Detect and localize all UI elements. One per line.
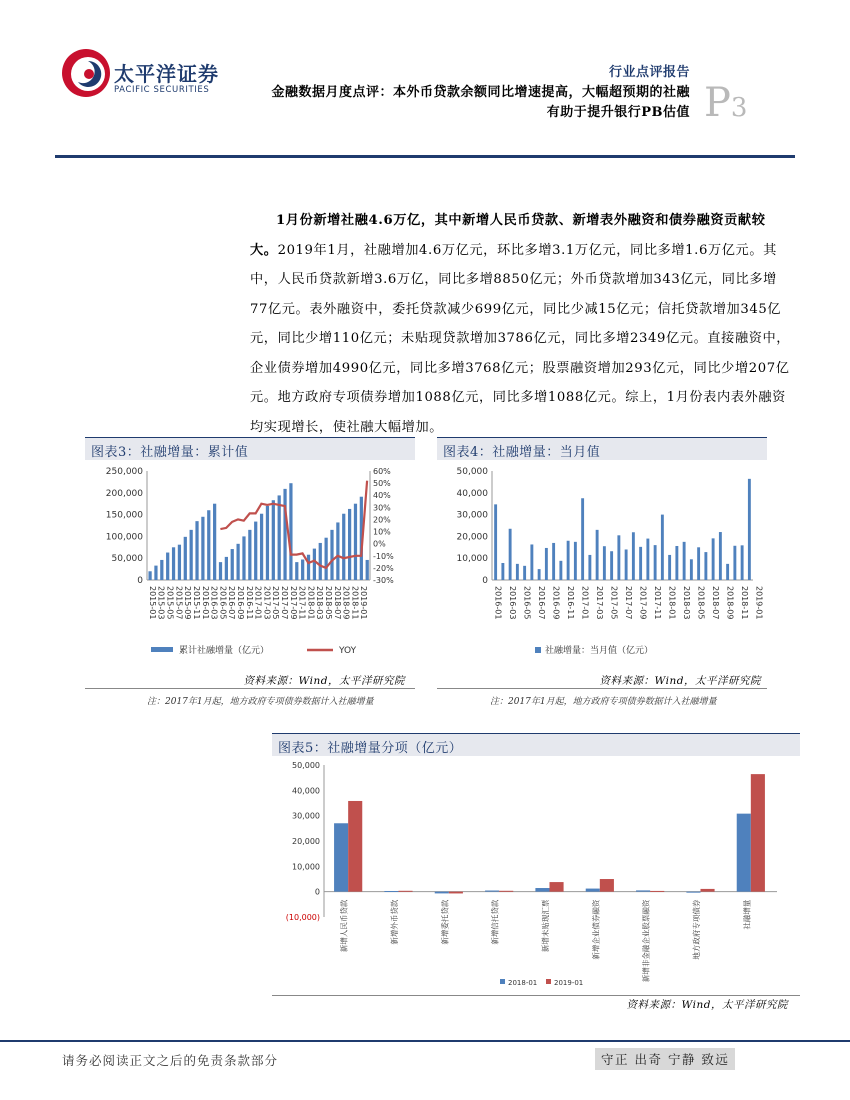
chart4-bar — [552, 543, 555, 580]
chart3-bar — [336, 522, 339, 580]
chart5-bar — [686, 892, 700, 893]
chart5-y-tick: 0 — [314, 887, 320, 897]
chart4-bar — [603, 546, 606, 580]
footer-disclaimer: 请务必阅读正文之后的免责条款部分 — [62, 1053, 279, 1068]
chart3-bar — [172, 547, 175, 580]
report-type: 行业点评报告 — [608, 65, 690, 80]
page-label: P — [704, 80, 731, 126]
chart4-bar — [741, 545, 744, 580]
chart4-panel — [437, 437, 767, 695]
chart4-x-tick: 2016-09 — [551, 586, 561, 620]
page-num: 3 — [730, 93, 748, 123]
chart3-bar — [260, 514, 263, 580]
chart3-y2-tick: 50% — [373, 479, 391, 489]
chart3-x-tick: 2017-03 — [262, 586, 272, 620]
chart3-y2-tick: 30% — [373, 503, 391, 513]
chart5-x-tick: 新增委托贷款 — [440, 899, 450, 945]
chart3-bar — [148, 571, 151, 580]
chart5-source: 资料来源：Wind，太平洋研究院 — [626, 999, 788, 1011]
chart4-bar — [494, 504, 497, 580]
chart3-bar — [242, 536, 245, 580]
chart3-bar — [166, 553, 169, 580]
brand-en: PACIFIC SECURITIES — [114, 85, 210, 95]
chart5-y-tick: 30,000 — [292, 811, 320, 821]
chart4-bar — [523, 566, 526, 580]
chart4-x-tick: 2016-07 — [537, 586, 547, 620]
chart3-bar — [354, 504, 357, 580]
chart5-bar — [435, 892, 449, 894]
chart3-y-tick: 150,000 — [105, 510, 143, 521]
chart3-bar — [231, 549, 234, 580]
chart4-bar — [675, 546, 678, 580]
chart3-x-tick: 2015-11 — [191, 586, 201, 620]
chart4-x-tick: 2017-01 — [580, 586, 590, 620]
chart4-bar — [516, 564, 519, 580]
chart3-y2-tick: 60% — [373, 467, 391, 476]
chart5-title-bar — [272, 733, 800, 756]
chart4-bar — [646, 539, 649, 580]
chart4-y-tick: 10,000 — [456, 554, 488, 565]
chart3-source-rule — [85, 688, 415, 689]
chart5-bar — [650, 891, 664, 892]
chart4-x-tick: 2017-09 — [638, 586, 648, 620]
chart4-bar — [697, 547, 700, 580]
chart4-bar — [545, 548, 548, 580]
chart5-y-tick: 40,000 — [292, 786, 320, 796]
chart5-legend-label: 2018-01 — [508, 979, 538, 987]
chart3-x-tick: 2015-05 — [165, 586, 175, 620]
chart4-y-tick: 30,000 — [456, 510, 488, 521]
chart3-y2-tick: 20% — [373, 515, 391, 525]
chart3-bar — [278, 495, 281, 580]
chart4-source-rule — [437, 688, 767, 689]
chart4-bar — [501, 563, 504, 580]
chart4-x-tick: 2017-05 — [609, 586, 619, 620]
chart3-x-tick: 2018-01 — [306, 586, 316, 620]
chart4-x-tick: 2019-01 — [754, 586, 764, 620]
chart3-legend-line-label: YOY — [339, 646, 357, 656]
chart3-note: 注：2017年1月起，地方政府专项债券数据计入社融增量 — [147, 697, 374, 707]
chart4-bar — [596, 530, 599, 580]
chart3-bar — [348, 509, 351, 580]
chart3-x-tick: 2018-05 — [323, 586, 333, 620]
chart5-legend-swatch — [500, 979, 505, 984]
chart4-y-tick: 0 — [482, 576, 488, 586]
chart3-x-tick: 2017-01 — [253, 586, 263, 620]
chart3-x-tick: 2018-11 — [350, 586, 360, 620]
chart3-bar — [184, 537, 187, 580]
body-line-4: 77亿元。表外融资中，委托贷款减少699亿元，同比少减15亿元；信托贷款增加345亿 — [250, 301, 782, 317]
chart3-x-tick: 2018-03 — [315, 586, 325, 620]
chart5-svg — [272, 757, 800, 993]
chart5-bar — [398, 891, 412, 892]
chart3-y-tick: 0 — [137, 576, 143, 586]
chart4-legend-swatch — [535, 647, 541, 653]
chart5-bar — [485, 891, 499, 892]
chart5-bar — [751, 774, 765, 892]
chart4-bar — [661, 515, 664, 580]
chart3-bar — [366, 560, 369, 580]
chart5-x-tick: 新增信托贷款 — [490, 899, 500, 945]
footer-motto: 守正 出奇 宁静 致远 — [595, 1048, 735, 1070]
chart4-x-tick: 2018-03 — [682, 586, 692, 620]
body-line-2: 大。2019年1月，社融增加4.6万亿元，环比多增3.1万亿元，同比多增1.6万亿元。其 — [250, 242, 777, 258]
chart3-x-tick: 2017-11 — [297, 586, 307, 620]
chart3-bar — [201, 517, 204, 580]
chart4-bar — [509, 529, 512, 580]
chart5-bar — [549, 882, 563, 892]
chart5-bar — [636, 890, 650, 891]
chart4-source: 资料来源：Wind，太平洋研究院 — [599, 675, 761, 687]
chart5-bar — [700, 889, 714, 892]
chart4-x-tick: 2018-09 — [725, 586, 735, 620]
body-line-5: 元，同比少增110亿元；未贴现贷款增加3786亿元，同比多增2349亿元。直接融资中， — [250, 331, 791, 346]
chart3-bar — [207, 510, 210, 580]
chart4-bar — [726, 564, 729, 580]
chart3-source: 资料来源：Wind，太平洋研究院 — [243, 675, 405, 687]
chart3-x-tick: 2017-05 — [271, 586, 281, 620]
chart3-y2-tick: 40% — [373, 491, 391, 501]
body-line-7: 元。地方政府专项债券增加1088亿元，同比多增1088亿元。综上，1月份表内表外融资 — [250, 390, 786, 405]
chart5-legend-label: 2019-01 — [554, 979, 584, 987]
chart4-x-tick: 2016-03 — [508, 586, 518, 620]
chart4-title-bar — [437, 437, 767, 460]
chart4-x-tick: 2018-01 — [667, 586, 677, 620]
chart3-legend-bar-swatch — [151, 647, 173, 652]
chart3-panel — [85, 437, 415, 695]
chart3-y-tick: 250,000 — [105, 467, 143, 477]
chart5-bar — [535, 888, 549, 892]
chart3-bar — [283, 489, 286, 580]
chart5-x-tick: 地方政府专项债券 — [691, 899, 701, 960]
chart3-bar — [219, 562, 222, 580]
chart3-x-tick: 2015-03 — [156, 586, 166, 620]
chart3-bar — [254, 522, 257, 580]
chart3-bar — [213, 504, 216, 580]
chart4-bar — [748, 479, 751, 580]
chart4-title: 图表4：社融增量：当月值 — [443, 445, 601, 460]
footer-divider — [0, 1040, 850, 1042]
chart4-legend-label: 社融增量：当月值（亿元） — [545, 646, 654, 656]
chart4-bar — [632, 532, 635, 580]
chart4-bar — [610, 551, 613, 580]
chart4-x-tick: 2016-05 — [522, 586, 532, 620]
chart4-bar — [625, 549, 628, 580]
report-title-line2: 有助于提升银行PB估值 — [546, 105, 690, 120]
chart3-x-tick: 2017-07 — [279, 586, 289, 620]
chart3-y-tick: 50,000 — [111, 554, 143, 565]
chart3-bar — [248, 530, 251, 580]
chart3-x-tick: 2015-07 — [174, 586, 184, 620]
chart4-bar — [617, 535, 620, 580]
chart4-bar — [574, 542, 577, 580]
chart4-x-tick: 2017-07 — [624, 586, 634, 620]
chart4-x-tick: 2018-11 — [740, 586, 750, 620]
logo — [58, 44, 226, 100]
chart3-y2-tick: 0% — [373, 539, 386, 549]
header-divider — [55, 155, 795, 158]
chart5-panel — [272, 733, 800, 1019]
chart5-x-tick: 新增外币贷款 — [389, 899, 399, 945]
report-title-line1: 金融数据月度点评：本外币贷款余额同比增速提高，大幅超预期的社融 — [271, 85, 690, 100]
chart4-svg — [437, 463, 767, 673]
chart4-bar — [690, 559, 693, 580]
chart3-x-tick: 2016-03 — [209, 586, 219, 620]
chart4-x-tick: 2018-05 — [696, 586, 706, 620]
chart4-x-tick: 2018-07 — [711, 586, 721, 620]
chart3-bar — [319, 543, 322, 580]
chart3-x-tick: 2016-09 — [235, 586, 245, 620]
chart3-bar — [154, 566, 157, 580]
chart3-bar — [295, 562, 298, 580]
chart4-bar — [704, 552, 707, 580]
chart4-bar — [559, 561, 562, 580]
body-paragraph — [250, 206, 795, 442]
chart3-bar — [313, 549, 316, 580]
chart3-x-tick: 2016-11 — [244, 586, 254, 620]
chart4-x-tick: 2016-01 — [493, 586, 503, 620]
chart3-x-tick: 2015-09 — [183, 586, 193, 620]
pacific-logo-icon — [58, 44, 114, 100]
chart3-svg — [85, 463, 415, 673]
chart3-y-tick: 200,000 — [105, 488, 143, 499]
chart3-bar — [160, 560, 163, 580]
chart3-bar — [301, 560, 304, 580]
chart3-bar — [342, 514, 345, 580]
chart3-bar — [289, 483, 292, 580]
chart3-legend-bar-label: 累计社融增量（亿元） — [179, 646, 270, 656]
chart5-title: 图表5：社融增量分项（亿元） — [278, 741, 463, 756]
chart3-y2-tick: 10% — [373, 527, 391, 537]
chart4-x-tick: 2017-11 — [653, 586, 663, 620]
chart4-bar — [712, 538, 715, 580]
chart5-bar — [600, 879, 614, 892]
chart5-source-rule — [272, 995, 800, 996]
chart3-bar — [325, 538, 328, 580]
chart3-bar — [266, 506, 269, 580]
page-number — [704, 80, 747, 126]
chart5-x-tick: 新增未贴现汇票 — [540, 899, 550, 953]
chart4-bar — [538, 569, 541, 580]
chart5-bar — [737, 814, 751, 892]
chart4-bar — [588, 555, 591, 580]
chart3-title-bar — [85, 437, 415, 460]
chart3-x-tick: 2016-05 — [218, 586, 228, 620]
chart5-bar — [586, 889, 600, 892]
chart4-bar — [733, 546, 736, 580]
chart4-note: 注：2017年1月起，地方政府专项债券数据计入社融增量 — [490, 697, 717, 707]
chart5-x-tick: 新增人民币贷款 — [339, 899, 349, 953]
body-line-8: 均实现增长，使社融大幅增加。 — [250, 419, 444, 435]
chart4-bar — [719, 532, 722, 580]
body-line-3: 中，人民币贷款新增3.6万亿，同比多增8850亿元；外币贷款增加343亿元，同比多增 — [250, 272, 777, 287]
chart5-x-tick: 新增非金融企业股票融资 — [641, 899, 651, 983]
chart3-bar — [236, 544, 239, 580]
chart3-bar — [190, 530, 193, 580]
chart4-bar — [639, 547, 642, 580]
chart3-x-tick: 2016-07 — [227, 586, 237, 620]
chart4-y-tick: 20,000 — [456, 532, 488, 543]
body-line-1: 1月份新增社融4.6万亿，其中新增人民币贷款、新增表外融资和债券融资贡献较 — [276, 213, 766, 228]
chart5-bar — [334, 823, 348, 891]
chart4-bar — [581, 498, 584, 580]
chart3-x-tick: 2017-09 — [288, 586, 298, 620]
chart4-bar — [654, 545, 657, 580]
chart5-bar — [348, 801, 362, 892]
brand-cn: 太平洋证券 — [114, 62, 219, 86]
chart3-x-tick: 2016-01 — [200, 586, 210, 620]
chart3-y2-tick: -30% — [373, 576, 394, 585]
chart3-x-tick: 2015-01 — [147, 586, 157, 620]
chart3-bar — [272, 500, 275, 580]
chart5-bar — [449, 892, 463, 894]
chart5-y-tick: 10,000 — [292, 862, 320, 872]
chart3-y2-tick: -10% — [373, 551, 394, 561]
chart3-x-tick: 2019-01 — [359, 586, 369, 620]
chart5-bar — [499, 891, 513, 892]
chart3-bar — [330, 530, 333, 580]
chart3-bar — [307, 555, 310, 580]
chart5-bar — [384, 891, 398, 892]
chart4-bar — [530, 544, 533, 580]
chart3-title: 图表3：社融增量：累计值 — [91, 445, 249, 460]
chart5-y-tick: (10,000) — [285, 913, 320, 922]
chart4-bar — [567, 541, 570, 580]
chart5-y-tick: 50,000 — [292, 761, 320, 770]
chart3-x-tick: 2018-07 — [332, 586, 342, 620]
chart3-bar — [195, 521, 198, 580]
body-line-6: 企业债券增加4990亿元，同比多增3768亿元；股票融资增加293亿元，同比少增207亿 — [250, 360, 790, 376]
chart4-x-tick: 2016-11 — [566, 586, 576, 620]
chart3-x-tick: 2018-09 — [341, 586, 351, 620]
chart5-legend-swatch — [546, 979, 551, 984]
chart3-bar — [225, 557, 228, 580]
chart4-bar — [668, 555, 671, 580]
chart5-y-tick: 20,000 — [292, 837, 320, 846]
chart4-y-tick: 40,000 — [456, 488, 488, 499]
chart4-y-tick: 50,000 — [456, 467, 488, 477]
chart3-bar — [178, 545, 181, 580]
chart4-x-tick: 2017-03 — [595, 586, 605, 620]
chart4-bar — [683, 542, 686, 580]
chart5-x-tick: 新增企业债券融资 — [591, 899, 601, 960]
chart3-y-tick: 100,000 — [105, 532, 143, 543]
chart5-x-tick: 社融增量 — [742, 899, 752, 930]
chart3-y2-tick: -20% — [373, 563, 394, 573]
